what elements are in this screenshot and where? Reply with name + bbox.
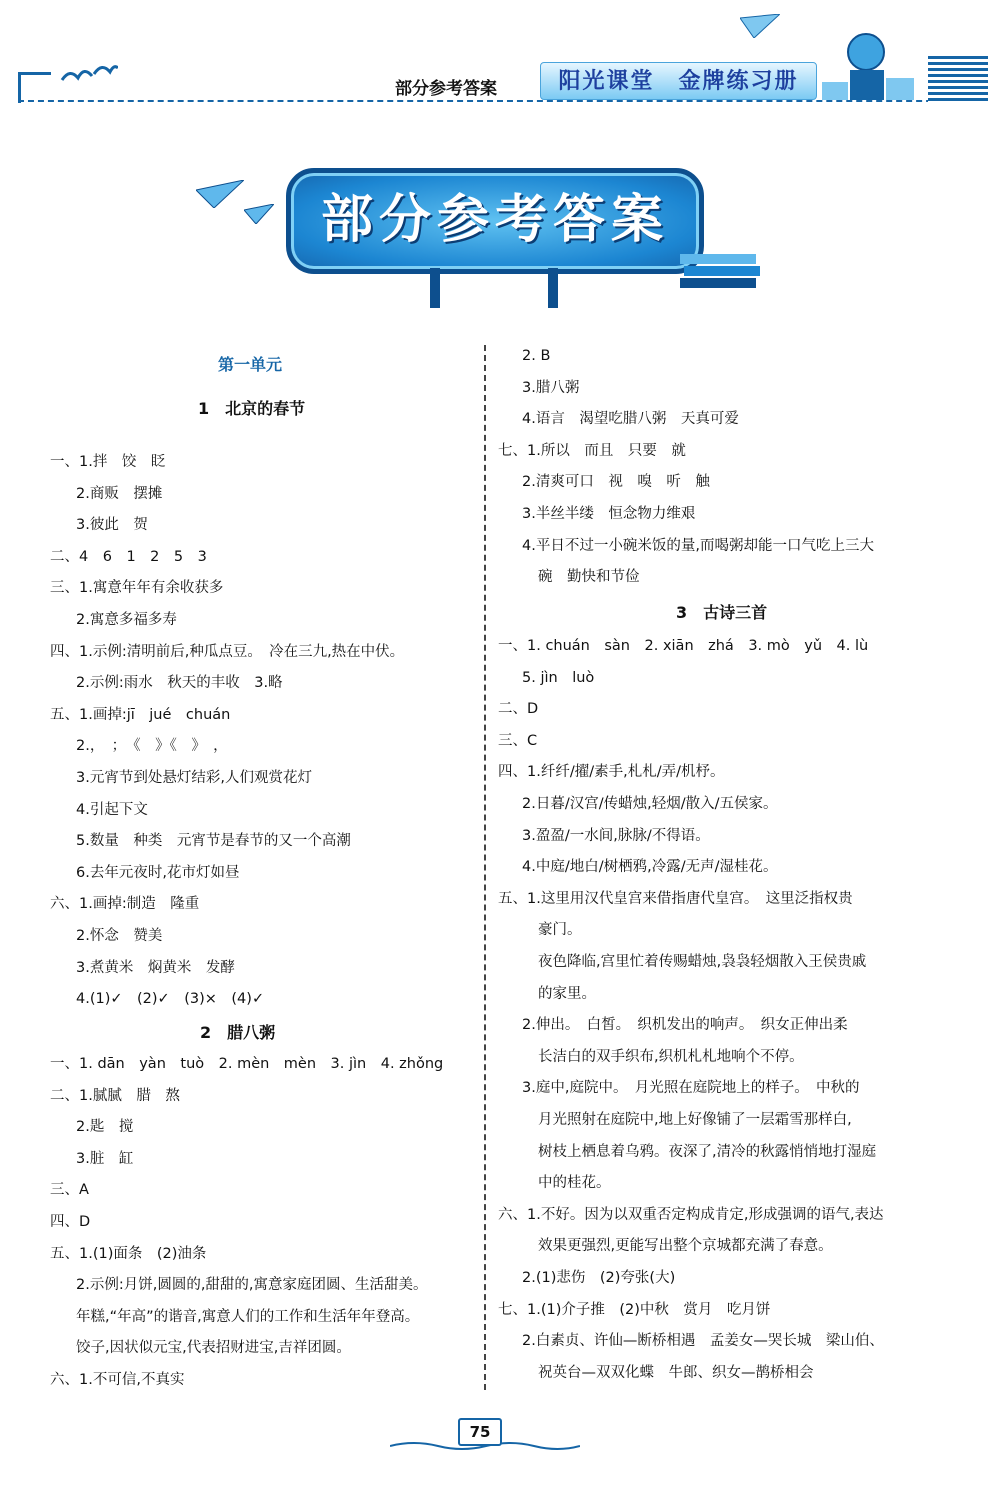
answer-line: 2. B: [522, 348, 551, 364]
answer-line: 5.数量 种类 元宵节是春节的又一个高潮: [76, 833, 351, 850]
answer-line: 2.伸出。 白皙。 织机发出的响声。 织女正伸出柔: [522, 1017, 848, 1034]
lesson-title: 3 古诗三首: [676, 603, 768, 622]
answer-line: 六、1.不可信,不真实: [50, 1372, 185, 1388]
answer-line: 6.去年元夜时,花市灯如昼: [76, 864, 240, 881]
answer-line: 2.(1)悲伤 (2)夸张(大): [522, 1270, 676, 1286]
answer-line: 饺子,因状似元宝,代表招财进宝,吉祥团圆。: [76, 1340, 351, 1357]
answer-line: 三、A: [50, 1182, 89, 1199]
lesson-title: 1 北京的春节: [198, 399, 306, 418]
banner-leg: [548, 268, 558, 308]
answer-line: 二、4 6 1 2 5 3: [50, 548, 207, 565]
globe-books-icon: [820, 30, 916, 100]
header-corner-bracket: [18, 72, 51, 103]
header-brand-text: 阳光课堂 金牌练习册: [558, 68, 799, 94]
unit-title: 第一单元: [218, 355, 283, 374]
answer-line: 3.腊八粥: [522, 379, 580, 396]
answer-line: 二、1.腻腻 腊 熬: [50, 1087, 180, 1104]
answer-line: 3.庭中,庭院中。 月光照在庭院地上的样子。 中秋的: [522, 1080, 860, 1097]
birds-icon: [58, 60, 118, 86]
answer-line: 中的桂花。: [538, 1175, 611, 1192]
answer-line: 夜色降临,宫里忙着传赐蜡烛,袅袅轻烟散入王侯贵戚: [538, 954, 867, 970]
answer-line: 4.语言 渴望吃腊八粥 天真可爱: [522, 411, 739, 428]
answer-line: 长洁白的双手织布,织机札札地响个不停。: [538, 1048, 804, 1065]
answer-line: 月光照射在庭院中,地上好像铺了一层霜雪那样白,: [538, 1112, 852, 1128]
answer-line: 二、D: [498, 701, 539, 718]
banner-leg: [430, 268, 440, 308]
answer-line: 碗 勤快和节俭: [538, 569, 640, 586]
answer-line: 豪门。: [538, 922, 582, 939]
answer-line: 七、1.所以 而且 只要 就: [498, 442, 686, 459]
answer-line: 四、D: [50, 1214, 91, 1230]
answer-line: 2.白素贞、许仙—断桥相遇 孟姜女—哭长城 梁山伯、: [522, 1333, 884, 1350]
answer-line: 五、1.这里用汉代皇宫来借指唐代皇宫。 这里泛指权贵: [498, 890, 853, 907]
answer-line: 四、1.纤纤/擢/素手,札札/弄/机杼。: [498, 764, 725, 781]
answer-line: 3.煮黄米 焖黄米 发酵: [76, 959, 235, 976]
answer-line: 树枝上栖息着乌鸦。夜深了,清冷的秋露悄悄地打湿庭: [538, 1143, 877, 1160]
answer-line: 五、1.(1)面条 (2)油条: [50, 1245, 207, 1262]
answer-line: 五、1.画掉:jī jué chuán: [50, 706, 231, 723]
answer-line: 祝英台—双双化蝶 牛郎、织女—鹊桥相会: [538, 1364, 814, 1381]
title-banner: [286, 168, 704, 274]
answer-line: 2.示例:月饼,圆圆的,甜甜的,寓意家庭团圆、生活甜美。: [76, 1277, 428, 1294]
answer-line: 3.盈盈/一水间,脉脉/不得语。: [522, 827, 710, 844]
answer-line: 效果更强烈,更能写出整个京城都充满了春意。: [538, 1238, 833, 1255]
header-stripes: [928, 56, 988, 102]
answer-line: 2.怀念 赞美: [76, 928, 163, 944]
column-divider: [484, 345, 486, 1390]
answer-line: 3.半丝半缕 恒念物力维艰: [522, 506, 696, 522]
answer-line: 一、1.拌 饺 眨: [50, 454, 166, 470]
answer-line: 七、1.(1)介子推 (2)中秋 赏月 吃月饼: [498, 1301, 771, 1318]
answer-line: 3.元宵节到处悬灯结彩,人们观赏花灯: [76, 770, 312, 786]
answer-line: 2.寓意多福多寿: [76, 612, 177, 628]
answer-line: 年糕,“年高”的谐音,寓意人们的工作和生活年年登高。: [76, 1308, 420, 1325]
answer-line: 4.中庭/地白/树栖鸦,冷露/无声/湿桂花。: [522, 859, 778, 876]
paper-plane-icon: [740, 14, 780, 38]
answer-line: 2.， ； 《 》《 》 ，: [76, 738, 228, 755]
answer-line: 四、1.示例:清明前后,种瓜点豆。 冷在三九,热在中伏。: [50, 643, 405, 660]
paper-plane-icon: [244, 204, 274, 224]
answer-line: 三、C: [498, 732, 538, 749]
answer-line: 2.清爽可口 视 嗅 听 触: [522, 474, 710, 491]
answer-line: 一、1. chuán sàn 2. xiān zhá 3. mò yǔ 4. lù: [498, 638, 869, 654]
answer-line: 5. jìn luò: [522, 669, 595, 686]
paper-plane-icon: [196, 180, 244, 208]
answer-line: 六、1.不好。因为以双重否定构成肯定,形成强调的语气,表达: [498, 1206, 884, 1223]
answer-line: 六、1.画掉:制造 隆重: [50, 896, 200, 913]
answer-line: 4.(1)✓ (2)✓ (3)× (4)✓: [76, 991, 265, 1008]
header-brand-badge: [540, 62, 817, 100]
header-section-title: 部分参考答案: [395, 79, 497, 99]
books-icon: [680, 250, 760, 290]
lesson-title: 2 腊八粥: [200, 1023, 276, 1042]
answer-line: 的家里。: [538, 985, 596, 1002]
answer-line: 3.彼此 贺: [76, 517, 148, 534]
answer-line: 3.脏 缸: [76, 1150, 134, 1167]
answer-line: 2.示例:雨水 秋天的丰收 3.略: [76, 675, 283, 692]
header-dashed-line: [18, 100, 982, 102]
banner-title: 部分参考答案: [320, 190, 669, 250]
answer-line: 4.引起下文: [76, 801, 148, 818]
answer-line: 2.匙 搅: [76, 1119, 134, 1136]
answer-line: 2.日暮/汉宫/传蜡烛,轻烟/散入/五侯家。: [522, 796, 778, 812]
answer-line: 三、1.寓意年年有余收获多: [50, 580, 224, 597]
answer-line: 一、1. dān yàn tuò 2. mèn mèn 3. jìn 4. zhǒng: [50, 1056, 444, 1072]
answer-line: 4.平日不过一小碗米饭的量,而喝粥却能一口气吃上三大: [522, 537, 874, 554]
answer-line: 2.商贩 摆摊: [76, 485, 163, 502]
page-number: 75: [458, 1418, 502, 1446]
